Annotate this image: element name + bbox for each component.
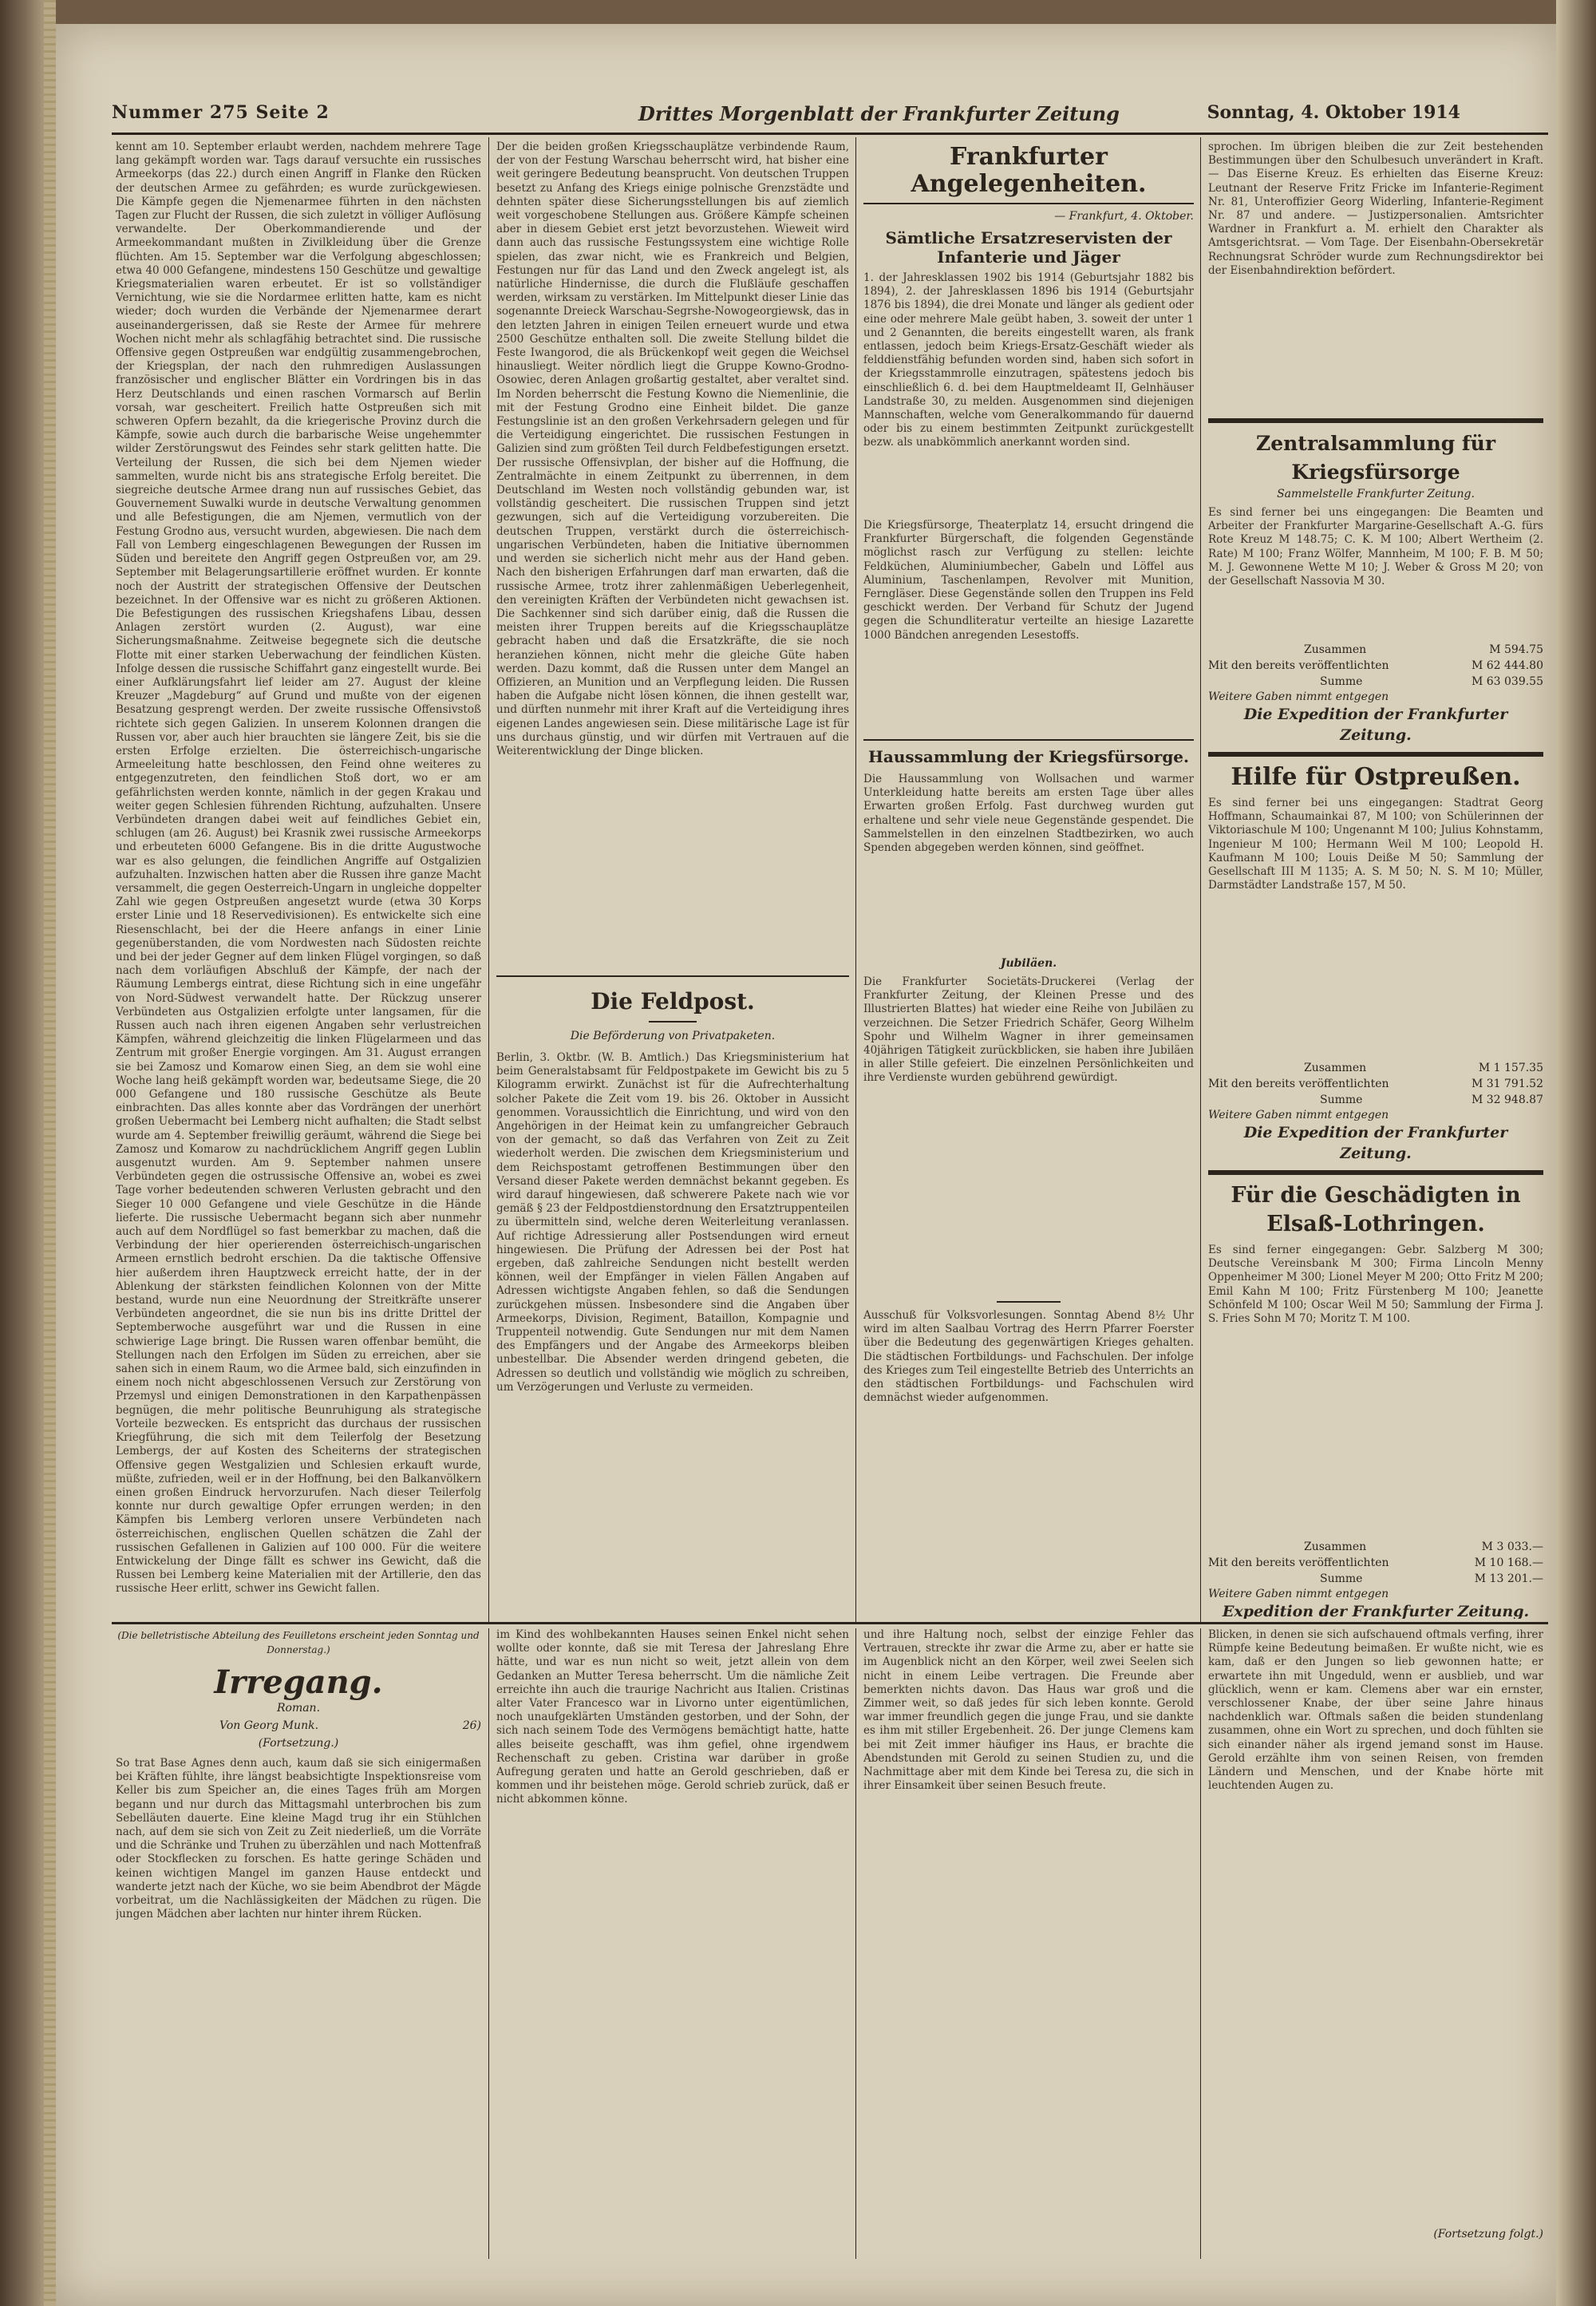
column-divider [855, 137, 856, 1622]
section-rule [496, 975, 849, 977]
jubilees-heading: Jubiläen. [1000, 957, 1057, 970]
title-rule [863, 203, 1194, 204]
donation-box-2-expedition: Die Expedition der Frankfurter Zeitung. [1243, 1124, 1508, 1162]
issue-date: Sonntag, 4. Oktober 1914 [1207, 102, 1460, 123]
novel-chapter: 26) [462, 1719, 481, 1732]
column-divider [1200, 137, 1201, 1622]
donation-box-2-title: Hilfe für Ostpreußen. [1231, 763, 1521, 791]
feldpost-title: Die Feldpost. [591, 988, 755, 1015]
section-rule [997, 1301, 1061, 1303]
page-stack-edge [44, 0, 56, 2306]
masthead [112, 102, 1548, 129]
donation-box-1-total: Summe M 63 039.55 [1320, 675, 1543, 688]
donation-box-3-total: Summe M 13 201.— [1320, 1572, 1543, 1585]
box-rule [1208, 418, 1543, 423]
collection-text: Die Haussammlung von Wollsachen und warmer Unterkleidung hatte bereits am ersten Tage über alles Erwarten großen Erfolg. Fast durchweg wurden gut erhaltene und sehr viele neue Gegenstände gespendet. Die Sammelstellen in den einzelnen Stadtbezirken, wo auch Spenden abgegeben werden können, sind geöffnet. [863, 773, 1194, 855]
feldpost-text: Berlin, 3. Oktbr. (W. B. Amtlich.) Das Kriegsministerium hat beim Generalstabsamt für Feldpostpakete im Gewicht bis zu 5 Kilogramm erwirkt. Zunächst ist für die Aufrechterhaltung solcher Pakete die Zeit vom 19. bis 26. Oktober in Aussicht genommen. Voraussichtlich die Einrichtung, und wird von den Angehörigen in der Heimat kein zu umfangreicher Gebrauch von der gemacht, so daß das Verfahren von Zeit zu Zeit wiederholt werden. Die zwischen dem Kriegsministerium und dem Reichspostamt getroffenen Bestimmungen über den Versand dieser Pakete werden demnächst bekannt gegeben. Es wird darauf hingewiesen, daß schwerere Pakete nach wie vor gemäß § 23 der Feldpostdienstordnung den Ersatztruppenteilen zu übermitteln sind, welche deren Weiterleitung veranlassen. Auf richtige Adressierung aller Postsendungen wird erneut hingewiesen. Die Prüfung der Adressen bei der Post hat ergeben, daß zahlreiche Sendungen nicht bestellt werden können, weil der Empfänger in vielen Fällen Angaben auf Adressen wichtigste Angaben fehlen, so daß die Sendungen zurückgehen müssen. Insbesondere sind die Angaben über Armeekorps, Division, Regiment, Bataillon, Kompagnie und Truppenteil notwendig. Gute Sendungen nur mit dem Namen des Empfängers und der Angabe des Armeekorps bleiben unbestellbar. Die Absender werden dringend gebeten, die Adressen so deutlich und vollständig wie möglich zu schreiben, um Verzögerungen und Verluste zu vermeiden. [496, 1051, 849, 1394]
masthead-rule [112, 133, 1548, 135]
donation-box-1-text: Es sind ferner bei uns eingegangen: Die Beamten und Arbeiter der Frankfurter Margarine-Gesellschaft A.-G. fürs Rote Kreuz M 148.75; C. K. M 100; Albert Wertheim (2. Rate) M 100; Franz Wölfer, Mannheim, M 100; F. B. M 50; M. J. Gewonnene Wette M 10; J. Weber & Gross M 20; von der Gesellschaft Nassovia M 30. [1208, 506, 1543, 588]
article-column-1 [116, 140, 481, 1619]
novel-text-3: und ihre Haltung noch, selbst der einzige Fehler das Vertrauen, streckte ihr zwar die Arme zu, aber er hatte sie im Augenblick nicht an den Körper, weil zwei Seelen sich nicht in einem Leibe vertragen. Die Freunde aber bemerkten nichts davon. Das Haus war groß und die Zimmer weit, so daß jedes für sich leben konnte. Gerold war immer freundlich gegen die junge Frau, und sie dankte es ihm mit stiller Ergebenheit. 26. Der junge Clemens kam bei mit Zeit immer häufiger ins Haus, er brachte die Abendstunden mit Gerold zu seinen Studien zu, und die Nachmittage aber mit dem Kinde bei Teresa zu, die sich in ihrer Einsamkeit über seinen Besuch freute. [863, 1628, 1194, 1793]
feuilleton-column-3 [863, 1628, 1194, 2259]
donation-box-1-expedition: Die Expedition der Frankfurter Zeitung. [1243, 706, 1508, 744]
lectures-text: Ausschuß für Volksvorlesungen. Sonntag Abend 8½ Uhr wird im alten Saalbau Vortrag des Herrn Pfarrer Foerster über die Bedeutung des gegenwärtigen Krieges gehalten. Die städtischen Fortbildungs- und Fachschulen. Der infolge des Krieges zum Teil eingestellte Betrieb des Unterrichts an den städtischen Fortbildungs- und Fachschulen wird demnächst wieder aufgenommen. [863, 1309, 1194, 1405]
kriegsfuersorge-text: Die Kriegsfürsorge, Theaterplatz 14, ersucht dringend die Frankfurter Bürgerschaft, die folgenden Gegenstände möglichst rasch zur Verfügung zu stellen: leichte Feldküchen, Aluminiumbecher, Gabeln und Löffel aus Aluminium, Taschenlampen, Revolver mit Munition, Ferngläser. Diese Gegenstände sollen den Truppen ins Feld geschickt werden. Der Verband für Schutz der Jugend gegen die Schundliteratur verteilte an hiesige Lazarette 1000 Bändchen anregenden Lesestoffs. [863, 519, 1194, 642]
short-rule [649, 1021, 697, 1022]
feuilleton-divider [1200, 1628, 1201, 2259]
feldpost-subtitle: Die Beförderung von Privatpaketen. [570, 1030, 776, 1042]
novel-title: Irregang. [214, 1663, 383, 1701]
collection-heading: Haussammlung der Kriegsfürsorge. [867, 747, 1189, 766]
local-news-title: Frankfurter Angelegenheiten. [911, 143, 1147, 198]
novel-text-4: Blicken, in denen sie sich aufschauend oftmals verfing, ihrer Rümpfe keine Bedeutung beimaßen. Er wußte nicht, wie es kam, daß er den Jungen so lieb gewonnen hatte; er erwartete ihn mit Ungeduld, wenn er ausblieb, und war glücklich, wenn er kam. Clemens aber war ein ernster, verschlossener Knabe, der über seine Jahre hinaus nachdenklich war. Oftmals saßen die beiden stundenlang zusammen, ohne ein Wort zu sprechen, und doch fühlten sie sich einander näher als irgend jemand sonst im Hause. Gerold erzählte ihm von seinen Reisen, von fremden Ländern und Menschen, und der Knabe hörte mit leuchtenden Augen zu. [1208, 1628, 1543, 1793]
article-column-4 [1208, 140, 1543, 1619]
feuilleton-rule [112, 1622, 1548, 1624]
box-rule [1208, 1170, 1543, 1175]
feuilleton-divider [488, 1628, 489, 2259]
feuilleton-divider [855, 1628, 856, 2259]
donation-box-2-total: Summe M 32 948.87 [1320, 1094, 1543, 1106]
war-report-text: kennt am 10. September erlaubt werden, nachdem mehrere Tage lang gekämpft worden war. Tags darauf versuchte ein russisches Armeekorps (das 22.) durch einen Angriff in Flanke den Rücken der deutschen Armee zu gefährden; es wurde zurückgewiesen. Die Kämpfe gegen die Njemenarmee führten in den nächsten Tagen zur Flucht der Russen, die sich zuletzt in völliger Auflösung verwandelte. Der Oberkommandierende und der Armeekommandant mußten in Zivilkleidung über die Grenze flüchten. Am 15. September war die Verfolgung abgeschlossen; etwa 40 000 Gefangene, mindestens 150 Geschütze und gewaltige Kriegsmaterialien waren erbeutet. Er ist so vollständiger Vernichtung, wie sie die Nordarmee erlitten hatte, kam es nicht wieder; doch wurden die Verbände der Njemenarmee derart auseinandergerissen, daß sie Reste der Armee für mehrere Wochen nicht mehr als schlagfähig betrachtet sind. Die russische Offensive gegen Ostpreußen war endgültig zusammengebrochen, der Kriegsplan, der nach den ruhmredigen Auslassungen französischer und englischer Blätter ein Vordringen bis in das Herz Deutschlands und einen raschen Vormarsch auf Berlin vorsah, war gescheitert. Freilich hatte Ostpreußen sich mit schweren Opfern bezahlt, da die kriegerische Provinz durch die Kämpfe, sowie auch durch die barbarische Weise ungehemmter wilder Zerstörungswut des Feindes sehr stark gelitten hatte. Die Verteilung der Russen, die sich bei dem Njemen wieder sammelten, wurde nicht bis ans strategische Erfolg bereitet. Die siegreiche deutsche Armee drang nun auf russisches Gebiet, das Gouvernement Suwalki wurde in deutsche Verwaltung genommen und alle Befestigungen, die am Njemen, vermutlich von der Festung Grodno aus, versucht wurden, abgewiesen. Die nach dem Fall von Lemberg eingeschlagenen Bewegungen der Russen im Süden und bereitete den Angriff gegen Ostpreußen vor, am 29. September mit Belagerungsartillerie eröffnet wurden. Er konnte noch der Austritt der strategischen Offensive der Deutschen bezeichnet. In der Offensive war es nicht zu größeren Aktionen. Die Befestigungen des russischen Kriegshafens Libau, dessen Anlagen zerstört wurden (2. August), war eine Sicherungsmaßnahme. Zeitweise begegnete sich die deutsche Flotte mit einer starken Ueberwachung der feindlichen Küsten. Infolge dessen die russische Schiffahrt ganz eingestellt wurde. Bei einer Aufklärungsfahrt lief leider am 27. August der kleine Kreuzer „Magdeburg“ auf Grund und mußte von der eigenen Besatzung gesprengt werden. Der zweite russische Offensivstoß richtete sich gegen Galizien. In unserem Kolonnen drangen die Russen vor, aber auch hier brauchten sie längere Zeit, bis sie die ersten Erfolge erzielten. Die österreichisch-ungarische Armeeleitung hatte beschlossen, den Feind ohne weiteres zu entgegenzutreten, den feindlichen Stoß dort, wo er am gefährlichsten werden konnte, nämlich in der gegen Krakau und weiter gegen Schlesien führenden Richtung, aufzuhalten. Unsere Verbündeten drangen dabei weit auf feindliches Gebiet ein, schlugen (am 26. August) bei Krasnik zwei russische Armeekorps und erbeuteten 6000 Gefangene. Bis in die dritte Augustwoche war es also gelungen, die feindlichen Angriffe auf Ostgalizien aufzuhalten. Inzwischen hatten aber die Russen ihre ganze Macht versammelt, die gegen Oesterreich-Ungarn in ungleiche doppelter Zahl wie gegen Ostpreußen angesetzt wurde (etwa 30 Korps erster Linie und 18 Reservedivisionen). Es entwickelte sich eine Riesenschlacht, bei der die Heere anfangs in einer Linie gegenüberstanden, die vom Nordwesten nach Südosten reichte und bei der jeder Gegner auf dem linken Flügel vorgingen, so daß nach dem vorläufigen Abschluß der Kämpfe, der nach der Räumung Lembergs eintrat, diese Richtung sich in eine ungefähr von Nord-Südwest verwandelt hatte. Der Rückzug unserer Verbündeten aus Ostgalizien erfolgte unter langsamen, für die Russen auch nach ihren eigenen Angaben sehr verlustreichen Kämpfen, während gleichzeitig die linken Flügelarmeen und das Zentrum mit großer Energie vorgingen. Am 31. August errangen sie bei Zamosz und Komarow einen Sieg, an dem sie wohl eine Woche lang heiß gekämpft worden war, bedeutsame Siege, die 20 000 Gefangene und 180 russische Geschütze als Beute einbrachten. Das alles konnte aber das Vordrängen der unerhört großen Uebermacht bei Lemberg nicht aufhalten; die Stadt selbst wurde am 4. September freiwillig geräumt, während die Siege bei Zamosz und Komarow zu nachdrücklichem Angriff gegen Lublin ausgenutzt wurden. Am 9. September nahmen unsere Verbündeten gegen die ostrussische Offensive an, wobei es zwei Tage vorher bedeutenden schweren Verlusten gebracht und den Sieger 10 000 Gefangene und viele Geschütze in die Hände lieferte. Die russische Uebermacht begann sich aber nunmehr auch auf dem Nordflügel so fast bemerkbar zu machen, daß die Verbindung der hier operierenden österreichisch-ungarischen Armeen ernstlich bedroht erschien. Da die taktische Offensive hier außerdem ihren Hauptzweck erreicht hatte, der in der Ablenkung der stärksten feindlichen Kolonnen von der Mitte bestand, wurde nun eine Neuordnung der Streitkräfte unserer Verbündeten angeordnet, die sie nun bis ins dritte Drittel der Septemberwoche ausgeführt war und die Russen in eine schwierige Lage bringt. Die Russen waren offenbar bemüht, die Stellungen nach den Erfolgen im Süden zu erreichen, aber sie sahen sich in einem Raum, wo die Armee bald, sich einzufinden in einem noch nicht abgeschlossenen Versuch zur Zerstörung von Przemysl und einigen Demonstrationen in den Karpathenpässen begnügen, die mehr politische Beunruhigung als strategische Vorteile bezwecken. Es entspricht das durchaus der russischen Kriegführung, die sich mit dem Teilerfolg der Besetzung Lembergs, der auf Kosten des Scheiterns der strategischen Offensive gegen Westgalizien und Schlesien erkauft wurde, müßte, zufrieden, weil er in der Hoffnung, bei den Balkanvölkern einen großen Eindruck hervorzurufen. Nach dieser Teilerfolg konnte nur durch gewaltige Opfer errungen werden; in den Kämpfen bis Lemberg verloren unsere Verbündeten nach österreichischen, englischen Quellen schätzen die Zahl der russischen Gefallenen in Galizien auf 100 000. Für die weitere Entwickelung der Dinge fällt es schwer ins Gewicht, daß die Russen bei Lemberg keine Materialien mit der Artillerie, den das russische Heer erlitt, schwer ins Gewicht fallen. [116, 140, 481, 1596]
reservists-text: 1. der Jahresklassen 1902 bis 1914 (Geburtsjahr 1882 bis 1894), 2. der Jahresklassen 1896 bis 1914 (Geburtsjahr 1876 bis 1894), die drei Monate und länger als gedient oder eine oder mehrere Male geübt haben, 3. soweit der unter 1 und 2 Genannten, die bereits eingestellt waren, als frank entlassen, jedoch beim Kriegs-Ersatz-Geschäft wieder als felddienstfähig befunden worden sind, haben sich sofort in der Kriegsstammrolle einzutragen, spätestens jedoch bis einschließlich 6. d. bei dem Hauptmeldeamt II, Gelnhäuser Landstraße 30, zu melden. Ausgenommen sind diejenigen Mannschaften, welche vom Generalkommando für dauernd oder bis zu einem bestimmten Zeitpunkt zurückgestellt bezw. als unabkömmlich anerkannt worden sind. [863, 271, 1194, 449]
paper-title: Drittes Morgenblatt der Frankfurter Zeitung [638, 102, 1120, 125]
donation-box-1-title: Zentralsammlung für Kriegsfürsorge [1255, 432, 1496, 484]
novel-continuation: (Fortsetzung.) [258, 1737, 339, 1750]
issue-number: Nummer 275 Seite 2 [112, 102, 330, 123]
war-report-continued: Der die beiden großen Kriegsschauplätze verbindende Raum, der von der Festung Warschau beherrscht wird, hat bisher eine weit geringere Bedeutung beansprucht. Von deutschen Truppen besetzt zu Anfang des Kriegs einige polnische Grenzstädte und dehnten später diese Sicherungsstellungen bis auf ziemlich weit vorgeschobene Stellungen aus. Größere Kämpfe scheinen aber in diesem Gebiet erst jetzt bevorzustehen. Wieweit wird dann auch das russische Festungssystem eine wichtige Rolle spielen, das zwar nicht, wie es Frankreich und Belgien, Festungen nur für das Land und den Zweck angelegt ist, als natürliche Hindernisse, die durch die Flußläufe geschaffen werden, wirksam zu verstärken. Im Mittelpunkt dieser Linie das sogenannte Dreieck Warschau-Segrshe-Nowogeorgiewsk, das in den letzten Jahren in einigen Teilen erneuert wurde und etwa 2500 Geschütze enthalten soll. Die zweite Stellung bildet die Feste Iwangorod, die als Brückenkopf weit gegen die Weichsel hinausliegt. Weiter nördlich liegt die Gruppe Kowno-Grodno-Osowiec, deren Anlagen großartig gestaltet, aber veraltet sind. Im Norden beherrscht die Festung Kowno die Niemenlinie, die mit der Festung Grodno eine Einheit bildet. Die ganze Festungslinie ist an den großen Verkehrsadern gelegen und für die Verteidigung eingerichtet. Die russischen Festungen in Galizien sind zum größten Teil durch Feldbefestigungen ersetzt. Der russische Offensivplan, der bisher auf die Hoffnung, die Zentralmächte in einem Zeitpunkt zu überrennen, in dem Deutschland im Westen noch vollständig gebunden war, ist vollständig gescheitert. Die russischen Truppen sind jetzt gezwungen, sich auf die Verteidigung vorzubereiten. Die deutschen Truppen, verstärkt durch die österreichisch-ungarischen Verbündeten, haben die Initiative übernommen und werden sie sicherlich nicht mehr aus der Hand geben. Nach den bisherigen Erfahrungen darf man erwarten, daß die russische Armee, trotz ihrer zahlenmäßigen Ueberlegenheit, den vereinigten Kräften der Verbündeten nicht gewachsen ist. Die Sachkenner sind sich darüber einig, daß die Russen die meisten ihrer Truppen bereits auf die Kriegsschauplätze gebracht haben und daß die Ersatzkräfte, die sie noch heranziehen können, nicht mehr die gleiche Güte haben werden. Dazu kommt, daß die Russen unter dem Mangel an Offizieren, an Munition und an Verpflegung leiden. Die Russen haben die Aufgabe nicht lösen können, die ihnen gestellt war, und dürften nunmehr mit ihrer Kraft auf die Verteidigung ihres eigenen Landes angewiesen sein. Diese militärische Lage ist für uns durchaus günstig, und wir dürfen mit Vertrauen auf die Weiterentwicklung der Dinge blicken. [496, 140, 849, 757]
donation-box-1-previous: Mit den bereits veröffentlichten M 62 444.80 [1208, 659, 1543, 672]
short-notices-text: sprochen. Im übrigen bleiben die zur Zeit bestehenden Bestimmungen über den Schulbesuch unverändert in Kraft. — Das Eiserne Kreuz. Es erhielten das Eiserne Kreuz: Leutnant der Reserve Fritz Fricke im Infanterie-Regiment Nr. 81, Unteroffizier Georg Widerling, Infanterie-Regiment Nr. 87 und andere. — Justizpersonalien. Amtsrichter Wardner in Frankfurt a. M. erhielt den Charakter als Amtsgerichtsrat. — Vom Tage. Der Eisenbahn-Obersekretär Rechnungsrat Schröder wurde zum Rechnungsdirektor bei der Eisenbahndirektion befördert. [1208, 140, 1543, 277]
feuilleton-column-2 [496, 1628, 849, 2259]
donation-box-2-previous: Mit den bereits veröffentlichten M 31 791.52 [1208, 1078, 1543, 1090]
novel-genre: Roman. [276, 1702, 321, 1715]
right-page-edge [1556, 0, 1596, 2306]
novel-byline [116, 1719, 481, 1733]
column-divider [488, 137, 489, 1622]
reservists-heading: Sämtliche Ersatzreservisten der Infanterie und Jäger [885, 228, 1172, 267]
novel-author: Von Georg Munk. [219, 1719, 319, 1732]
donation-box-3-subtotal: Zusammen M 3 033.— [1304, 1541, 1543, 1553]
section-rule [863, 739, 1194, 741]
donation-box-3-more: Weitere Gaben nimmt entgegen [1208, 1588, 1389, 1600]
donation-box-1-more: Weitere Gaben nimmt entgegen [1208, 690, 1389, 703]
donation-box-3-text: Es sind ferner eingegangen: Gebr. Salzberg M 300; Deutsche Vereinsbank M 300; Firma Lincoln Menny Oppenheimer M 300; Lionel Meyer M 200; Otto Fritz M 200; Emil Kahn M 100; Fritz Fürstenberg M 100; Jeanette Schönfeld M 100; Oscar Weil M 50; Sammlung der Firma J. S. Fries Sohn M 70; Moritz T. M 100. [1208, 1244, 1543, 1326]
feuilleton-note: (Die belletristische Abteilung des Feuilletons erscheint jeden Sonntag und Donnerstag.) [117, 1630, 480, 1655]
to-be-continued: (Fortsetzung folgt.) [1433, 2228, 1543, 2241]
feuilleton-column-1 [116, 1628, 481, 2259]
donation-box-2-more: Weitere Gaben nimmt entgegen [1208, 1109, 1389, 1121]
article-column-2 [496, 140, 849, 1619]
jubilees-text: Die Frankfurter Societäts-Druckerei (Verlag der Frankfurter Zeitung, der Kleinen Presse und des Illustrierten Blattes) hat wieder eine Reihe von Jubiläen zu verzeichnen. Die Setzer Friedrich Schäfer, Georg Wilhelm Spohr und Wilhelm Wagner in ihrer gemeinsamen 40jährigen Tätigkeit zurückblicken, sie haben ihre Jubiläen in aller Stille gefeiert. Die einzelnen Persönlichkeiten und ihre Verdienste wurden gebührend gewürdigt. [863, 975, 1194, 1085]
box-rule [1208, 752, 1543, 757]
donation-box-1-subtotal: Zusammen M 594.75 [1304, 643, 1543, 656]
novel-text-2: im Kind des wohlbekannten Hauses seinen Enkel nicht sehen wollte oder konnte, daß sie mit Teresa der Jahreslang Ehre hätte, und war es nun nicht so weit, jetzt allein von dem Gedanken an Mutter Teresa beherrscht. Um die nämliche Zeit erreichte ihn auch die traurige Nachricht aus Italien. Cristinas alter Vater Francesco war in Livorno unter eigentümlichen, noch unaufgeklärten Umständen gestorben, und der Sohn, der sich nach seinem Tode des Vermögens bemächtigt hatte, hatte alles beiseite geschafft, was ihm gefiel, ohne irgendwem Rechenschaft zu geben. Cristina war darüber in große Aufregung geraten und hatte an Gerold geschrieben, daß er kommen und ihr beistehen möge. Gerold schrieb zurück, daß er nicht abkommen könne. [496, 1628, 849, 1806]
donation-box-2-text: Es sind ferner bei uns eingegangen: Stadtrat Georg Hoffmann, Schaumainkai 87, M 100; von Schülerinnen der Viktoriaschule M 100; Ungenannt M 100; Julius Kohnstamm, Ingenieur M 100; Hermann Weil M 100; Leopold H. Kaufmann M 100; Louis Deiße M 50; Sammlung der Gesellschaft III M 1135; A. S. M 50; N. S. M 10; Müller, Darmstädter Landstraße 157, M 50. [1208, 797, 1543, 892]
donation-box-3-expedition: Expedition der Frankfurter Zeitung. [1222, 1603, 1530, 1619]
dateline: — Frankfurt, 4. Oktober. [1054, 210, 1194, 223]
article-column-3 [863, 140, 1194, 1619]
feuilleton-column-4 [1208, 1628, 1543, 2259]
donation-box-3-title: Für die Geschädigten in Elsaß-Lothringen. [1231, 1183, 1521, 1236]
donation-box-3-previous: Mit den bereits veröffentlichten M 10 168.— [1208, 1556, 1543, 1569]
donation-box-2-subtotal: Zusammen M 1 157.35 [1304, 1062, 1543, 1074]
novel-text-1: So trat Base Agnes denn auch, kaum daß sie sich einigermaßen bei Kräften fühlte, ihre längst beabsichtigte Inspektionsreise vom Keller bis zum Speicher an, die eines Tages früh am Morgen begann und nur durch das Mittagsmahl unterbrochen bis zum Sebelläuten dauerte. Eine kleine Magd trug ihr ein Stühlchen nach, auf dem sie sich von Zeit zu Zeit niederließ, um die Vorräte und die Schränke und Truhen zu überzählen und nach Mottenfraß oder Stockflecken zu forschen. Es hatte geringe Schäden und keinen wichtigen Mangel im ganzen Hause entdeckt und wanderte jetzt nach der Küche, wo sie beim Abendbrot der Mägde vorbeitrat, um die Nachlässigkeiten der Mädchen zu rügen. Die jungen Mädchen aber lachten nur hinter ihrem Rücken. [116, 1757, 481, 1921]
donation-box-1-subtitle: Sammelstelle Frankfurter Zeitung. [1277, 488, 1475, 500]
